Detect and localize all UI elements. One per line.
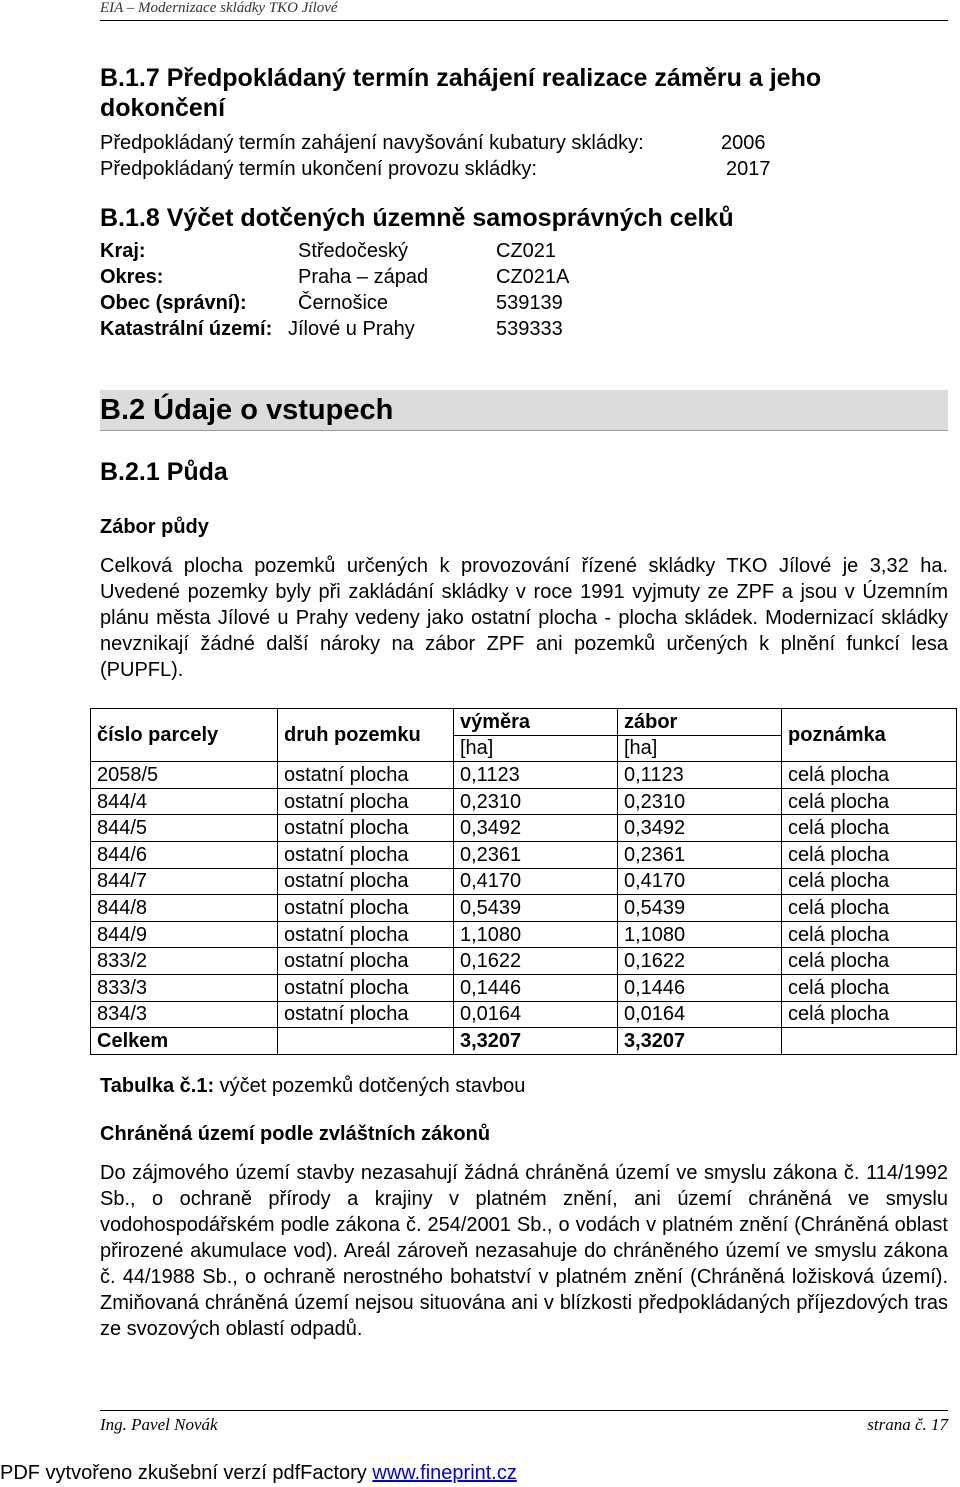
land-type: ostatní plocha [278, 1001, 454, 1028]
table-row [91, 1001, 957, 1028]
start-term-label: Předpokládaný termín zahájení navyšování kubatury skládky: [100, 132, 644, 154]
area-value: 0,3492 [454, 815, 618, 842]
take-value: 0,1123 [618, 762, 782, 789]
section-b18-title: B.1.8 Výčet dotčených územně samosprávných celků [100, 204, 734, 232]
end-term-year: 2017 [726, 158, 771, 180]
page-header: EIA – Modernizace skládky TKO Jílové [100, 0, 948, 21]
start-term-year: 2006 [721, 132, 766, 154]
parcel-number: 844/7 [91, 868, 278, 895]
admin-row-code: CZ021 [496, 240, 557, 262]
land-type: ostatní plocha [278, 895, 454, 922]
land-type: ostatní plocha [278, 921, 454, 948]
table-row [91, 974, 957, 1001]
total-label: Celkem [91, 1028, 278, 1055]
area-value: 0,2310 [454, 788, 618, 815]
note-value: celá plocha [782, 948, 957, 975]
land-type: ostatní plocha [278, 762, 454, 789]
parcel-number: 844/5 [91, 815, 278, 842]
pdf-note-text: PDF vytvořeno zkušební verzí pdfFactory [0, 1462, 373, 1484]
land-take-paragraph [100, 553, 948, 683]
section-b17-title-line1: B.1.7 Předpokládaný termín zahájení realizace záměru a jeho [100, 64, 822, 92]
take-value: 0,5439 [618, 895, 782, 922]
protected-areas-paragraph [100, 1160, 948, 1342]
land-type: ostatní plocha [278, 948, 454, 975]
note-value: celá plocha [782, 895, 957, 922]
header-take: zábor [618, 709, 782, 736]
table-caption [100, 1074, 525, 1098]
area-value: 0,1446 [454, 974, 618, 1001]
header-note: poznámka [782, 709, 957, 762]
admin-row-label: Kraj: [100, 240, 146, 262]
section-b17-title-line2: dokončení [100, 94, 226, 122]
admin-row-name: Praha – západ [298, 266, 429, 288]
table-row [91, 921, 957, 948]
admin-row-label: Okres: [100, 266, 164, 288]
end-term-label: Předpokládaný termín ukončení provozu skládky: [100, 158, 537, 180]
header-type: druh pozemku [278, 709, 454, 762]
parcel-number: 844/8 [91, 895, 278, 922]
admin-row-name: Jílové u Prahy [288, 318, 415, 340]
protected-areas-title: Chráněná území podle zvláštních zákonů [100, 1123, 491, 1145]
admin-row-label: Katastrální území: [100, 318, 273, 340]
land-type: ostatní plocha [278, 788, 454, 815]
header-area: výměra [454, 709, 618, 736]
header-area-unit: [ha] [454, 735, 618, 762]
header-take-unit: [ha] [618, 735, 782, 762]
parcel-number: 844/6 [91, 841, 278, 868]
page-footer [100, 1410, 948, 1439]
table-caption-text: výčet pozemků dotčených stavbou [214, 1075, 526, 1097]
total-empty [278, 1028, 454, 1055]
table-caption-label: Tabulka č.1: [100, 1075, 215, 1097]
area-value: 0,4170 [454, 868, 618, 895]
land-type: ostatní plocha [278, 815, 454, 842]
area-value: 0,5439 [454, 895, 618, 922]
parcel-number: 844/4 [91, 788, 278, 815]
note-value: celá plocha [782, 815, 957, 842]
take-value: 1,1080 [618, 921, 782, 948]
section-b2-title: B.2 Údaje o vstupech [100, 394, 394, 426]
parcel-table [90, 708, 957, 1055]
area-value: 0,0164 [454, 1001, 618, 1028]
header-parcel: číslo parcely [91, 709, 278, 762]
fineprint-link[interactable]: www.fineprint.cz [372, 1462, 517, 1484]
take-value: 0,1622 [618, 948, 782, 975]
parcel-number: 2058/5 [91, 762, 278, 789]
take-value: 0,2310 [618, 788, 782, 815]
admin-row-code: 539333 [496, 318, 563, 340]
parcel-number: 834/3 [91, 1001, 278, 1028]
admin-row-code: CZ021A [496, 266, 570, 288]
land-type: ostatní plocha [278, 841, 454, 868]
note-value: celá plocha [782, 868, 957, 895]
section-b21-title: B.2.1 Půda [100, 458, 228, 486]
admin-row-label: Obec (správní): [100, 292, 247, 314]
take-value: 0,0164 [618, 1001, 782, 1028]
note-value: celá plocha [782, 762, 957, 789]
admin-row-name: Středočeský [298, 240, 409, 262]
table-row [91, 948, 957, 975]
take-value: 0,4170 [618, 868, 782, 895]
footer-author: Ing. Pavel Novák [100, 1415, 218, 1434]
admin-row-name: Černošice [298, 292, 389, 314]
parcel-number: 833/3 [91, 974, 278, 1001]
parcel-number: 844/9 [91, 921, 278, 948]
footer-page-number: strana č. 17 [867, 1415, 948, 1434]
table-total-row [91, 1028, 957, 1055]
area-value: 0,2361 [454, 841, 618, 868]
admin-row-code: 539139 [496, 292, 563, 314]
table-header-row [91, 709, 957, 736]
table-row [91, 895, 957, 922]
take-value: 0,1446 [618, 974, 782, 1001]
total-take: 3,3207 [618, 1028, 782, 1055]
table-row [91, 841, 957, 868]
pdf-factory-note [0, 1460, 517, 1486]
note-value: celá plocha [782, 788, 957, 815]
land-take-subtitle: Zábor půdy [100, 516, 209, 538]
total-area: 3,3207 [454, 1028, 618, 1055]
note-value: celá plocha [782, 974, 957, 1001]
area-value: 0,1123 [454, 762, 618, 789]
section-b2-heading [100, 390, 948, 431]
protected-areas-text: Do zájmového území stavby nezasahují žádná chráněná území ve smyslu zákona č. 114/1992 Sb., o ochraně přírody a krajiny v platném znění, ani území chráněná ve smyslu vodohospodářském podle zákona č. 254/2001 Sb., o vodách v platném znění (Chráněná oblast přirozené akumulace vod). Areál zároveň nezasahuje do chráněného území ve smyslu zákona č. 44/1988 Sb., o ochraně nerostného bohatství v platném znění (Chráněná ložisková území). Zmiňovaná chráněná území nejsou situována ani v blízkosti předpokládaných příjezdových tras ze svozových oblastí odpadů. [100, 1162, 948, 1340]
note-value: celá plocha [782, 921, 957, 948]
land-take-text: Celková plocha pozemků určených k provozování řízené skládky TKO Jílové je 3,32 ha. Uvedené pozemky byly při zakládání skládky v roce 1991 vyjmuty ze ZPF a jsou v Územním plánu města Jílové u Prahy vedeny jako ostatní plocha - plocha skládek. Modernizací skládky nevznikají žádné další nároky na zábor ZPF ani pozemků určených k plnění funkcí lesa (PUPFL). [100, 555, 948, 681]
table-row [91, 788, 957, 815]
land-type: ostatní plocha [278, 868, 454, 895]
note-value: celá plocha [782, 841, 957, 868]
parcel-number: 833/2 [91, 948, 278, 975]
table-row [91, 762, 957, 789]
table-row [91, 815, 957, 842]
total-note-empty [782, 1028, 957, 1055]
take-value: 0,3492 [618, 815, 782, 842]
area-value: 0,1622 [454, 948, 618, 975]
table-row [91, 868, 957, 895]
area-value: 1,1080 [454, 921, 618, 948]
note-value: celá plocha [782, 1001, 957, 1028]
take-value: 0,2361 [618, 841, 782, 868]
land-type: ostatní plocha [278, 974, 454, 1001]
